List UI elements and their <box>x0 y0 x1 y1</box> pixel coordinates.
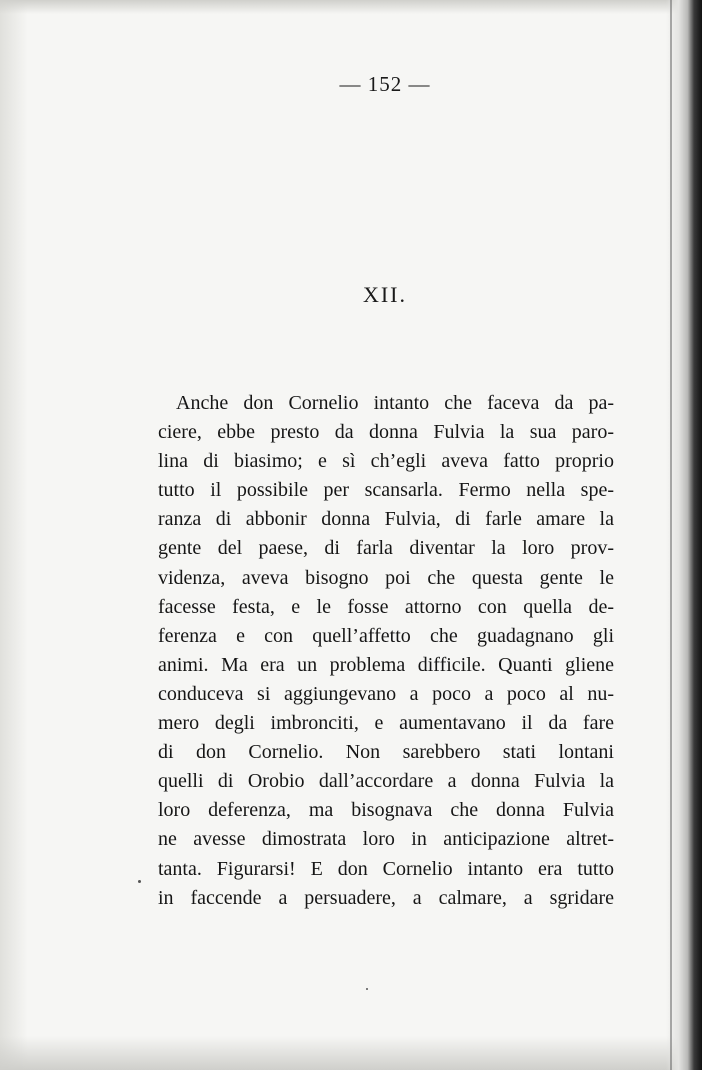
text-line: in faccende a persuadere, a calmare, a sgridare <box>158 886 614 909</box>
book-spine-line <box>670 0 672 1070</box>
scan-edge-left <box>0 0 28 1070</box>
scan-speck <box>138 880 141 883</box>
scan-speck <box>366 988 368 990</box>
scan-edge-bottom <box>0 1036 702 1070</box>
text-line: gente del paese, di farla diventar la loro prov- <box>158 537 614 560</box>
scan-edge-top <box>0 0 702 14</box>
page-number: — 152 — <box>339 72 431 96</box>
text-line: ne avesse dimostrata loro in anticipazione altret- <box>158 828 614 851</box>
text-line: tutto il possibile per scansarla. Fermo nella spe- <box>158 479 614 502</box>
chapter-heading: XII. <box>362 282 408 307</box>
text-line: conduceva si aggiungevano a poco a poco al nu- <box>158 682 614 705</box>
text-line: mero degli imbronciti, e aumentavano il da fare <box>158 712 614 735</box>
body-paragraph <box>158 389 614 913</box>
text-line: lina di biasimo; e sì ch’egli aveva fatto proprio <box>158 450 614 473</box>
text-line: di don Cornelio. Non sarebbero stati lontani <box>158 741 614 764</box>
text-line: facesse festa, e le fosse attorno con quella de- <box>158 595 614 618</box>
text-line: Anche don Cornelio intanto che faceva da pa- <box>176 392 614 414</box>
text-line: videnza, aveva bisogno poi che questa gente le <box>158 566 614 589</box>
text-line: ciere, ebbe presto da donna Fulvia la sua paro- <box>158 421 614 444</box>
text-line: quelli di Orobio dall’accordare a donna Fulvia la <box>158 770 614 793</box>
text-line: tanta. Figurarsi! E don Cornelio intanto era tutto <box>158 857 614 880</box>
text-line: animi. Ma era un problema difficile. Quanti gliene <box>158 653 614 676</box>
text-line: ferenza e con quell’affetto che guadagnano gli <box>158 624 614 647</box>
text-line: ranza di abbonir donna Fulvia, di farle amare la <box>158 508 614 531</box>
text-line: loro deferenza, ma bisognava che donna Fulvia <box>158 799 614 822</box>
